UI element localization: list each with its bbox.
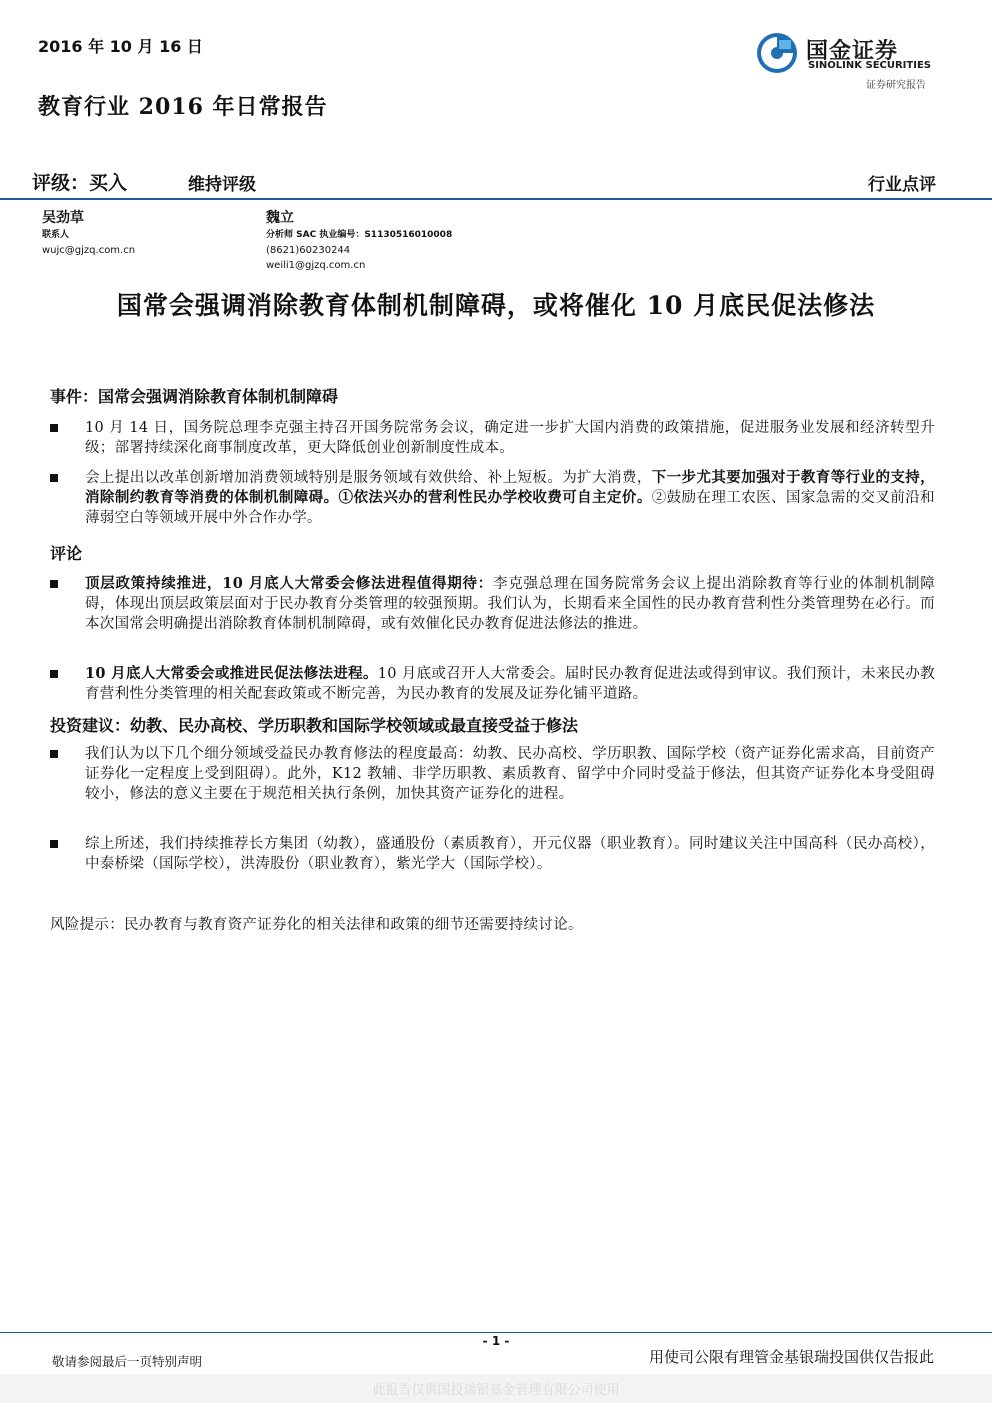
paragraph-text-plain: 李克强总理在国务院常务会议上提出消除教育等行业的体制机制障碍，体现出顶层政策层面对于民办教育分类管理的较强预期。我们认为，长期看来全国性的民办教育营利性分类管理势在必行。而本次国常会明确提出消除教育体制机制障碍，或有效催化民办教育促进法修法的推进。	[85, 576, 936, 632]
logo-subtitle: 证券研究报告	[866, 80, 926, 91]
rating-bar	[32, 168, 942, 198]
bullet-icon	[50, 750, 58, 758]
analyst-email[interactable]: weili1@gjzq.com.cn	[266, 260, 366, 271]
paragraph-text	[85, 664, 935, 704]
logo-chinese-name: 国金证券	[806, 39, 899, 64]
bullet-icon	[50, 424, 58, 432]
paragraph-text-bold: 下一步尤其要加强对于教育等行业的支持，消除制约教育等消费的体制机制障碍。①依法兴办的营利性民办学校收费可自主定价。	[85, 469, 935, 506]
analyst-name: 吴劲草	[42, 210, 84, 226]
list-item	[50, 744, 935, 804]
paragraph-text: 综上所述，我们持续推荐长方集团（幼教），盛通股份（素质教育），开元仪器（职业教育）。同时建议关注中国高科（民办高校），中泰桥梁（国际学校），洪涛股份（职业教育），紫光学大（国际学校）。	[85, 836, 935, 872]
analyst-role: 分析师 SAC 执业编号：S1130516010008	[266, 230, 453, 240]
analyst-role: 联系人	[42, 230, 70, 240]
paragraph-text: 我们认为以下几个细分领域受益民办教育修法的程度最高：幼教、民办高校、学历职教、国际学校（资产证券化需求高，目前资产证券化一定程度上受到阻碍）。此外，K12 教辅、非学历职教、素质教育、留学中介同时受益于修法，但其资产证券化本身受阻碍较小，修法的意义主要在于规范相关执行条例，加快其资产证券化的进程。	[85, 746, 935, 802]
paragraph-text	[85, 574, 935, 634]
paragraph-text: 10 月 14 日，国务院总理李克强主持召开国务院常务会议，确定进一步扩大国内消费的政策措施，促进服务业发展和经济转型升级；部署持续深化商事制度改革，更大降低创业创新制度性成本。	[85, 420, 935, 456]
analyst-email[interactable]: wujc@gjzq.com.cn	[42, 245, 136, 256]
bullet-icon	[50, 580, 58, 588]
sinolink-logo	[756, 30, 946, 90]
footer-watermark-text: 此报告仅供国投瑞银基金管理有限公司使用	[372, 1383, 620, 1398]
paragraph-text-bold: 顶层政策持续推进，10 月底人大常委会修法进程值得期待：	[85, 575, 494, 592]
paragraph-text-plain: 会上提出以改革创新增加消费领域特别是服务领域有效供给、补上短板。为扩大消费，	[85, 470, 652, 486]
report-title: 教育行业 2016 年日常报告	[38, 94, 328, 120]
analyst-card	[42, 208, 135, 258]
bullet-icon	[50, 670, 58, 678]
report-date: 2016 年 10 月 16 日	[38, 37, 203, 56]
logo-english-name: SINOLINK SECURITIES	[808, 60, 931, 71]
footer-usage-note: 用使司公限有理管金基银瑞投国供仅告报此	[648, 1348, 934, 1366]
list-item	[50, 418, 935, 458]
bullet-icon	[50, 840, 58, 848]
paragraph-text-plain: 10 月底或召开人大常委会。届时民办教育促进法或得到审议。我们预计，未来民办教育营利性分类管理的相关配套政策或不断完善，为民办教育的发展及证券化铺平道路。	[85, 666, 935, 702]
rating-label: 评级：买入	[32, 172, 128, 194]
page-number: - 1 -	[482, 1334, 510, 1348]
section-title-invest: 投资建议：幼教、民办高校、学历职教和国际学校领域或最直接受益于修法	[50, 716, 579, 735]
paragraph-text	[85, 468, 935, 528]
section-title-comment: 评论	[50, 544, 83, 563]
footer-divider	[0, 1332, 992, 1333]
paragraph-text-bold: 10 月底人大常委会或推进民促法修法进程。	[85, 665, 378, 682]
list-item	[50, 664, 935, 704]
list-item	[50, 574, 935, 634]
report-category: 行业点评	[868, 175, 936, 195]
headline: 国常会强调消除教育体制机制障碍，或将催化 10 月底民促法修法	[116, 291, 876, 320]
bullet-icon	[50, 474, 58, 482]
list-item	[50, 468, 935, 528]
analyst-card	[266, 208, 452, 273]
list-item	[50, 834, 935, 874]
rating-keep: 维持评级	[188, 175, 256, 195]
paragraph-text-plain: ②鼓励在理工农医、国家急需的交叉前沿和薄弱空白等领域开展中外合作办学。	[85, 490, 935, 526]
footer-disclaimer-note: 敬请参阅最后一页特别声明	[52, 1354, 203, 1369]
section-title-event: 事件：国常会强调消除教育体制机制障碍	[50, 387, 339, 406]
analyst-phone: (8621)60230244	[266, 245, 351, 256]
sinolink-logo-icon	[756, 32, 798, 74]
header-divider	[0, 198, 992, 200]
analyst-name: 魏立	[266, 210, 294, 226]
risk-warning: 风险提示：民办教育与教育资产证券化的相关法律和政策的细节还需要持续讨论。	[50, 917, 583, 933]
